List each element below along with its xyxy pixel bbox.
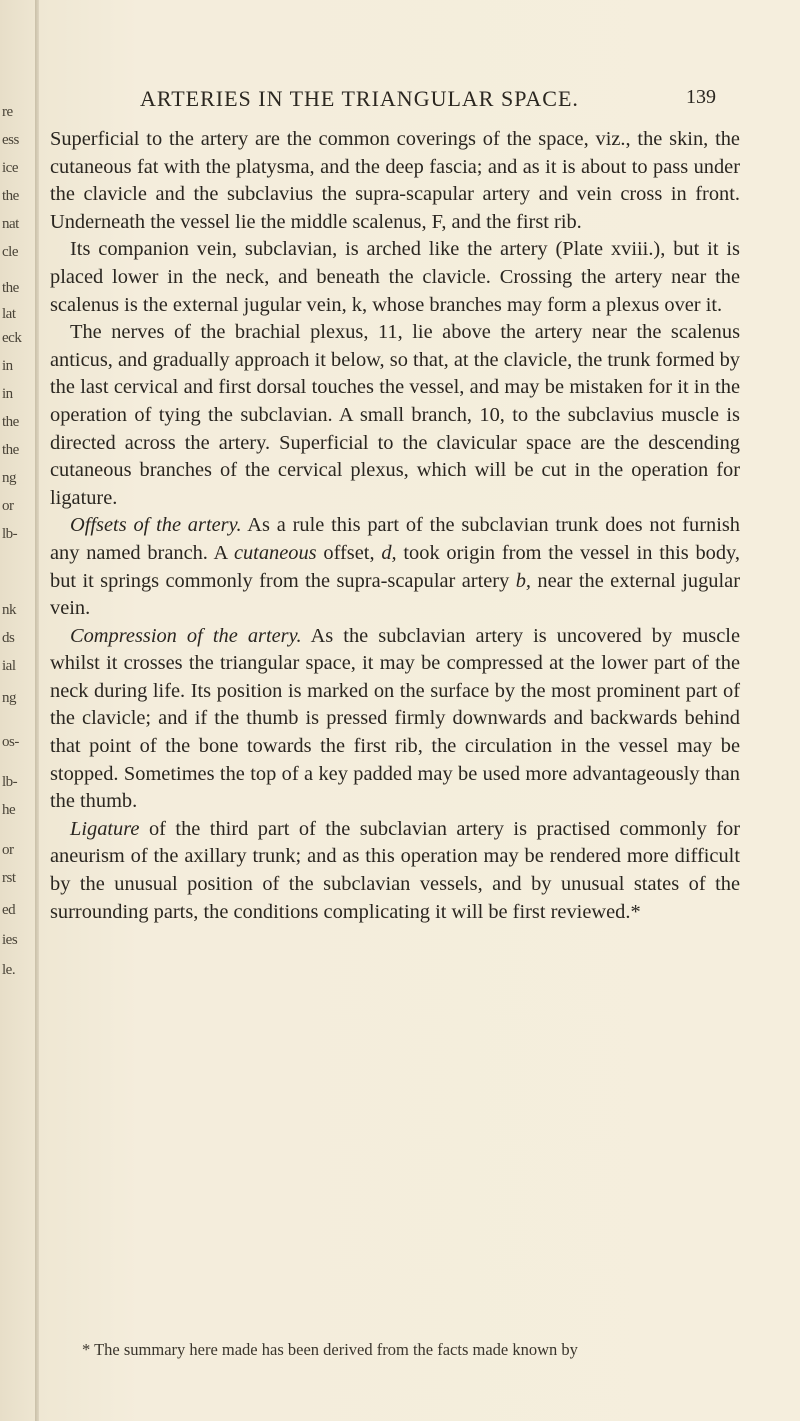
italic-text: Ligature — [70, 817, 140, 840]
text-run: Its companion vein, subclavian, is arched like the artery (Plate xviii.), but it is placed lower in the neck, and beneath the clavicle. Crossing the artery near the scalenus is the external jugular vein, k, whose branches may form a plexus over it. — [50, 238, 740, 316]
margin-fragment: the — [2, 414, 19, 430]
text-run: As the subclavian artery is uncovered by muscle whilst it crosses the triangular space, it may be compressed at the lower part of the neck during life. Its position is marked on the surface by the most prominent part of the clavicle; and if the thumb is pressed firmly downwards and backwards behind that point of the bone towards the first rib, the circulation in the vessel may be stopped. Sometimes the top of a key padded may be used more advantageously than the thumb. — [50, 624, 740, 813]
margin-fragment: re — [2, 104, 13, 120]
text-run: near the external jugular vein. — [50, 569, 740, 620]
italic-text: b, — [515, 569, 531, 592]
margin-fragment: lb- — [2, 774, 18, 790]
margin-fragment: the — [2, 280, 19, 296]
paragraph — [50, 512, 740, 622]
footnote: * The summary here made has been derived from the facts made known by — [82, 1340, 578, 1359]
margin-fragment: in — [2, 386, 13, 402]
text-run: offset, — [316, 541, 382, 564]
page-number: 139 — [686, 86, 716, 108]
page-gutter — [35, 0, 39, 1421]
text-run: of the third part of the subclavian artery is practised commonly for aneurism of the axillary trunk; and as this operation may be rendered more difficult by the unusual position of the subclavian vessels, and by unusual states of the surrounding parts, the conditions complicating it will be first reviewed.* — [50, 817, 740, 923]
text-run: took origin from the vessel in this body, but it springs commonly from the supra-scapular artery — [50, 541, 741, 592]
text-run: As a rule this part of the subclavian trunk does not furnish any named branch. A — [50, 514, 740, 564]
margin-fragment: he — [2, 802, 16, 818]
paragraph — [50, 236, 740, 319]
italic-text: cutaneous — [233, 541, 317, 564]
margin-fragment: ies — [2, 932, 18, 948]
margin-fragment: or — [2, 498, 14, 514]
paragraph — [50, 319, 740, 512]
margin-fragment: nat — [2, 216, 19, 232]
margin-fragment: ng — [2, 470, 16, 486]
italic-text: d, — [381, 541, 397, 564]
paragraph — [50, 126, 740, 236]
text-run: The nerves of the brachial plexus, 11, lie above the artery near the scalenus anticus, and gradually approach it below, so that, at the clavicle, the trunk formed by the last cervical and first dorsal touches the vessel, and may be mistaken for it in the operation of tying the subclavian. A small branch, 10, to the subclavius muscle is directed across the artery. Superficial to the clavicular space are the descending cutaneous branches of the cervical plexus, which will be cut in the operation for ligature. — [50, 321, 740, 509]
margin-fragment: lat — [2, 306, 16, 322]
margin-fragment: cle — [2, 244, 18, 260]
text-run: Superficial to the artery are the common coverings of the space, viz., the skin, the cutaneous fat with the platysma, and the deep fascia; and as it is about to pass under the clavicle and the subclavius the supra-scapular artery and vein cross in front. Underneath the vessel lie the middle scalenus, F, and the first rib. — [50, 128, 740, 233]
facing-page-edge — [0, 0, 34, 1421]
margin-fragment: the — [2, 188, 19, 204]
italic-text: Offsets of the artery. — [70, 514, 242, 537]
margin-fragment: in — [2, 358, 13, 374]
body-text — [50, 126, 740, 926]
margin-fragment: ice — [2, 160, 18, 176]
margin-fragment: ds — [2, 630, 15, 646]
margin-fragment: eck — [2, 330, 22, 346]
margin-fragment: ess — [2, 132, 19, 148]
margin-fragment: le. — [2, 962, 16, 978]
margin-fragment: ng — [2, 690, 16, 706]
margin-fragment: lb- — [2, 526, 18, 542]
margin-fragment: the — [2, 442, 19, 458]
margin-fragment: rst — [2, 870, 16, 886]
margin-fragment: nk — [2, 602, 16, 618]
paragraph — [50, 816, 740, 926]
running-head: ARTERIES IN THE TRIANGULAR SPACE. — [140, 86, 579, 111]
margin-fragment: or — [2, 842, 14, 858]
margin-fragment: ed — [2, 902, 16, 918]
italic-text: Compression of the artery. — [70, 624, 302, 647]
page-header — [140, 86, 780, 116]
margin-fragment: ial — [2, 658, 16, 674]
paragraph — [50, 623, 740, 816]
margin-fragment: os- — [2, 734, 19, 750]
